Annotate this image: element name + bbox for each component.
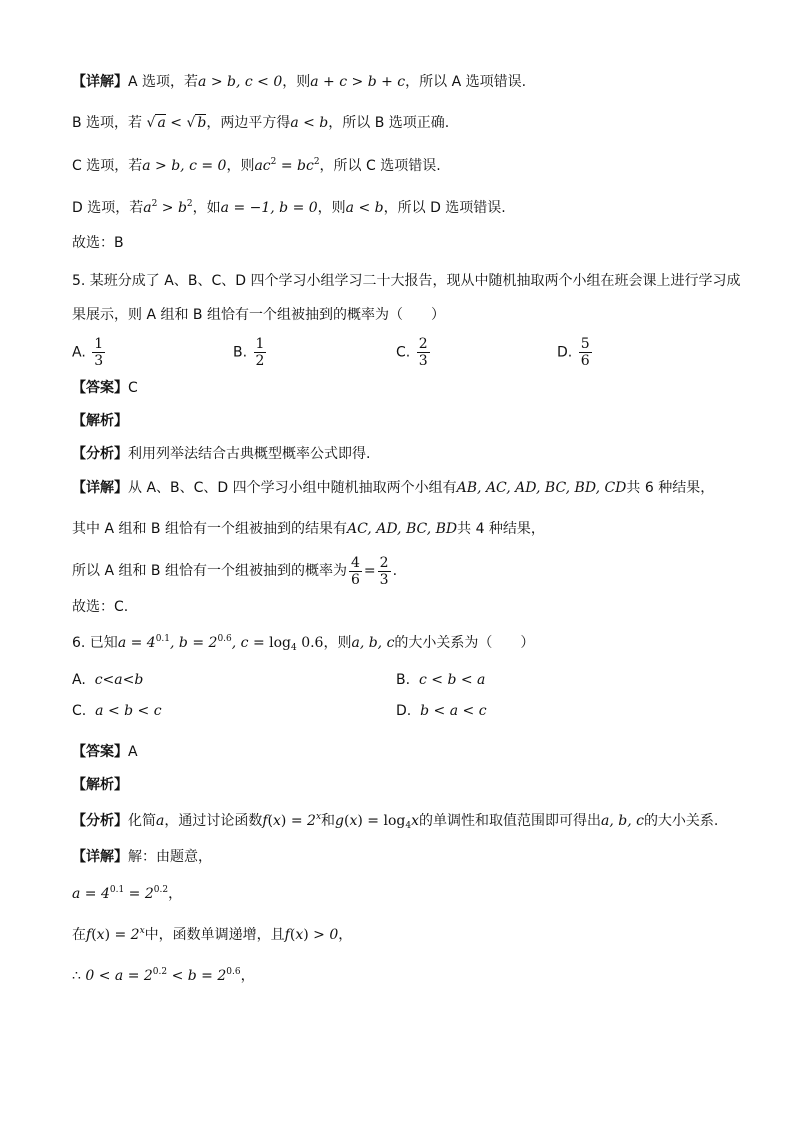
- q5-choice: 故选：C.: [72, 599, 129, 615]
- math: a < b: [345, 200, 384, 216]
- q5-detail-3: 所以 A 组和 B 组恰有一个组被抽到的概率为 $\frac{4}{6}$ = $\frac{2}{3}$ .: [72, 554, 398, 588]
- q5-answer: 【答案】C: [72, 380, 138, 396]
- q5-fenxi: 【分析】利用列举法结合古典概型概率公式即得.: [72, 446, 371, 462]
- q5-option-d[interactable]: D. $\frac{5}{6}$: [557, 336, 590, 369]
- math: a < b: [290, 115, 329, 131]
- q5-detail-2: 其中 A 组和 B 组恰有一个组被抽到的结果有AC, AD, BC, BD共 4 种结果，: [72, 521, 545, 537]
- math: ∴ $0 < a = 2^{0.2} < b = 2^{0.6}$: [72, 967, 241, 984]
- math: a + c > b + c: [310, 74, 406, 90]
- q6-stem: 6. 已知$a = 4^{0.1}$, $b = 2^{0.6}$, $c = \log_4 0.6$，则a, b, c的大小关系为（ ）: [72, 634, 535, 653]
- math: $g(x) = \log_4x$: [335, 813, 419, 831]
- fraction: $\frac{5}{6}$: [580, 336, 590, 369]
- q5-option-b[interactable]: B. $\frac{1}{2}$: [233, 336, 265, 369]
- q4-choice: 故选：B: [72, 235, 124, 251]
- q6-step-2: 在$f(x) = 2^x$中，函数单调递增，且f(x) > 0，: [72, 926, 353, 943]
- q5-option-c[interactable]: C. $\frac{2}{3}$: [396, 336, 428, 369]
- math: $f(x) = 2^x$: [86, 926, 145, 943]
- q6-step-3: ∴ $0 < a = 2^{0.2} < b = 2^{0.6}$，: [72, 967, 255, 984]
- q6-option-c[interactable]: C. a < b < c: [72, 703, 162, 719]
- q6-step-1: $a = 4^{0.1} = 2^{0.2}$，: [72, 885, 183, 902]
- math: a = −1, b = 0: [220, 200, 318, 216]
- q6-detail: 【详解】解：由题意，: [72, 849, 212, 865]
- math: AB, AC, AD, BC, BD, CD: [456, 480, 627, 496]
- fraction: $\frac{4}{6}$: [350, 554, 360, 588]
- q6-answer: 【答案】A: [72, 744, 138, 760]
- q6-fenxi: 【分析】化简a，通过讨论函数$f(x) = 2^x$和$g(x) = \log_4x$的单调性和取值范围即可得出a, b, c的大小关系.: [72, 812, 719, 831]
- math: $a = 4^{0.1}$, $b = 2^{0.6}$, $c = \log_4 0.6$: [117, 634, 324, 653]
- fraction: $\frac{2}{3}$: [418, 336, 428, 369]
- math: $f(x) = 2^x$: [262, 812, 322, 829]
- q5-option-a[interactable]: A. $\frac{1}{3}$: [72, 336, 104, 369]
- math: $ac^2 = bc^2$: [254, 157, 320, 174]
- math: AC, AD, BC, BD: [346, 521, 458, 537]
- q5-detail-1: 【详解】从 A、B、C、D 四个学习小组中随机抽取两个小组有AB, AC, AD, BC, BD, CD共 6 种结果，: [72, 480, 715, 496]
- q5-stem-2: 果展示，则 A 组和 B 组恰有一个组被抽到的概率为（ ）: [72, 307, 445, 323]
- q5-stem-1: 5. 某班分成了 A、B、C、D 四个学习小组学习二十大报告，现从中随机抽取两个小组在班会课上进行学习成: [72, 273, 741, 289]
- sqrt-sign: √: [146, 115, 156, 131]
- q6-option-b[interactable]: B. c < b < a: [396, 672, 486, 688]
- q6-option-d[interactable]: D. b < a < c: [396, 703, 487, 719]
- fraction: $\frac{1}{3}$: [94, 336, 104, 369]
- sqrt-sign: √: [186, 115, 196, 131]
- math: f(x) > 0: [284, 927, 339, 943]
- math: a, b, c: [600, 813, 644, 829]
- q6-option-a[interactable]: A. c<a<b: [72, 672, 144, 688]
- math: a, b, c: [351, 635, 395, 651]
- fraction: $\frac{1}{2}$: [255, 336, 265, 369]
- math: $a = 4^{0.1} = 2^{0.2}$: [72, 885, 169, 902]
- q5-analysis-tag: 【解析】: [72, 413, 128, 429]
- math: a > b, c = 0: [142, 158, 227, 174]
- q4-detail-b: B 选项，若 √ a < √ b，两边平方得a < b，所以 B 选项正确.: [72, 115, 450, 131]
- detail-tag: 【详解】: [72, 74, 128, 90]
- q4-detail-d: D 选项，若$a^2 > b^2$，如a = −1, b = 0，则a < b，所以 D 选项错误.: [72, 199, 506, 216]
- math: a > b, c < 0: [198, 74, 283, 90]
- q4-detail-c: C 选项，若a > b, c = 0，则$ac^2 = bc^2$，所以 C 选项错误.: [72, 157, 441, 174]
- q4-detail-a: 【详解】A 选项，若a > b, c < 0，则a + c > b + c，所以 A 选项错误.: [72, 74, 527, 90]
- fraction: $\frac{2}{3}$: [379, 554, 389, 588]
- math: $a^2 > b^2$: [143, 199, 193, 216]
- q6-analysis-tag: 【解析】: [72, 777, 128, 793]
